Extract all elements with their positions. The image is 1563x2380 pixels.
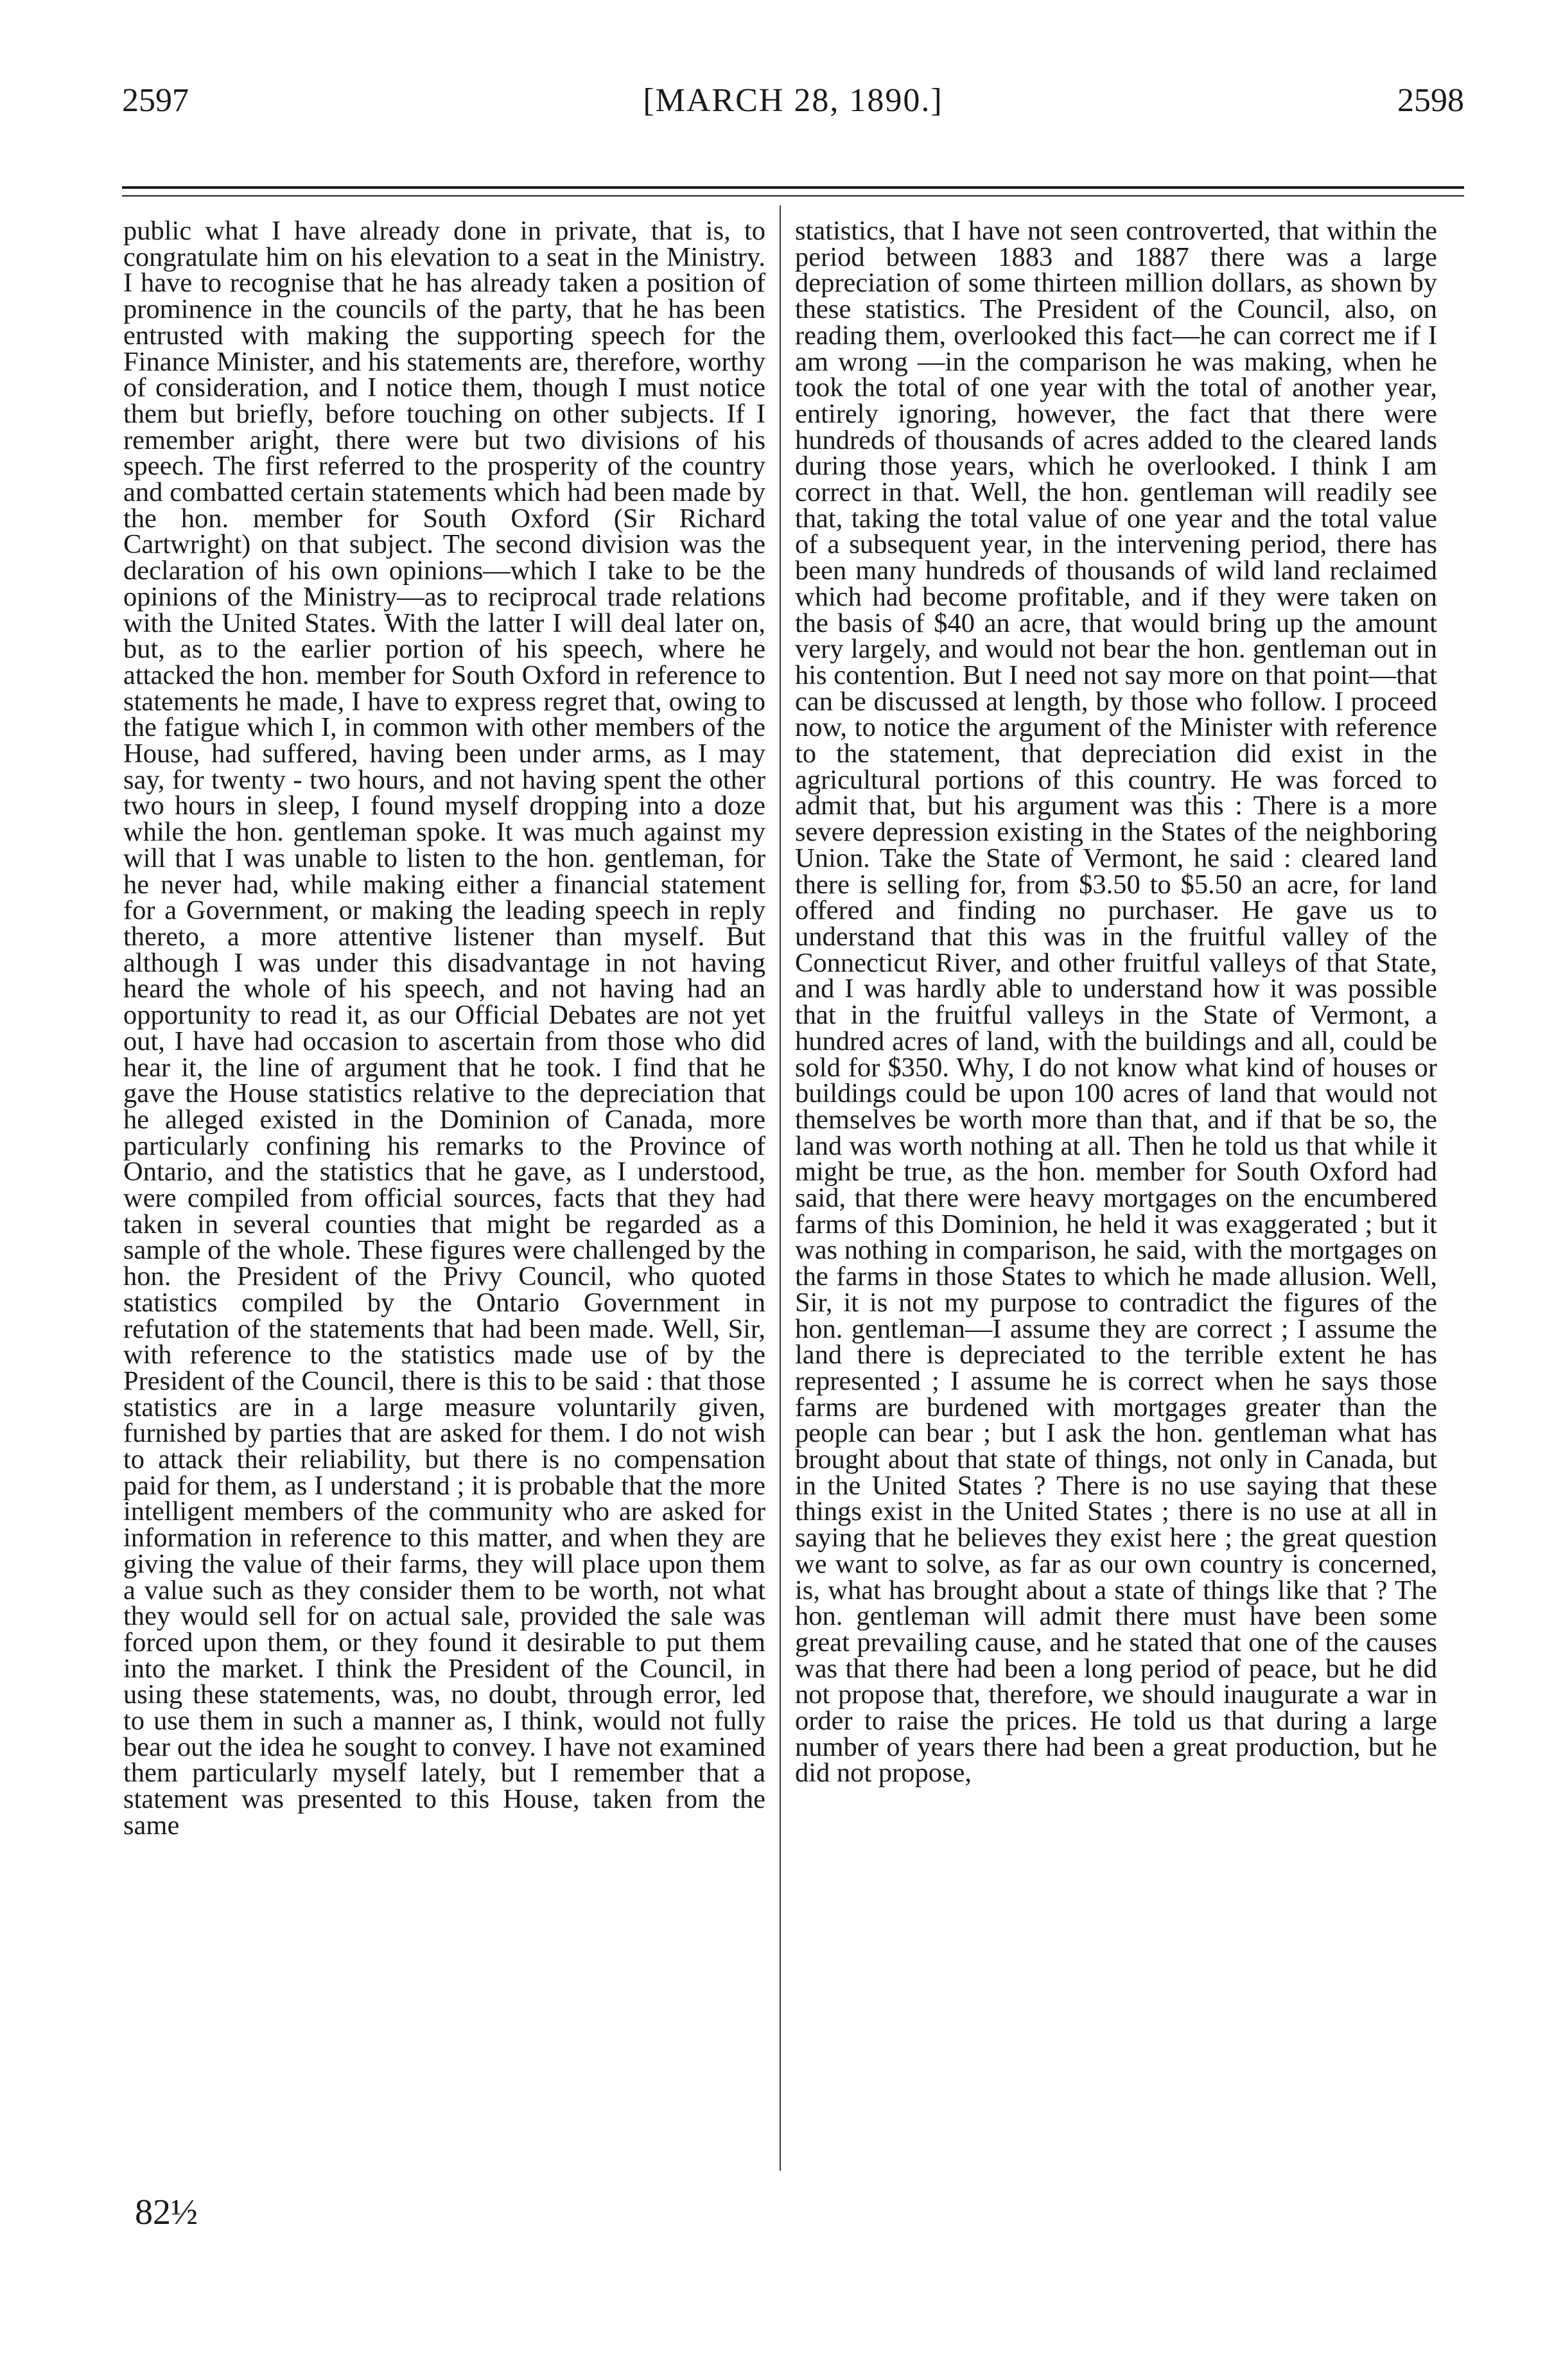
right-column-text: statistics, that I have not seen controverted, that within the period between 1883 and 1887 there was a large depreciation of some thirteen million dollars, as shown by these statistics. The President of the Council, also, on reading them, overlooked this fact—he can correct me if I am wrong —in the comparison he was making, when he took the total of one year with the total of another year, entirely ignoring, however, the fact that there were hundreds of thousands of acres added to the cleared lands during those years, which he overlooked. I think I am correct in that. Well, the hon. gentleman will readily see that, taking the total value of one year and the total value of a subsequent year, in the intervening period, there has been many hundreds of thousands of wild land reclaimed which had become profitable, and if they were taken on the basis of $40 an acre, that would bring up the amount very largely, and would not bear the hon. gentleman out in his contention. But I need not say more on that point—that can be discussed at length, by those who follow. I proceed now, to notice the argument of the Minister with reference to the statement, that depreciation did exist in the agricultural portions of this country. He was forced to admit that, but his argument was this : There is a more severe depression existing in the States of the neighboring Union. Take the State of Vermont, he said : cleared land there is selling for, from $3.50 to $5.50 an acre, for land offered and finding no purchaser. He gave us to understand that this was in the fruitful valley of the Connecticut River, and other fruitful valleys of that State, and I was hardly able to understand how it was possible that in the fruitful valleys in the State of Vermont, a hundred acres of land, with the buildings and all, could be sold for $350. Why, I do not know what kind of houses or buildings could be upon 100 acres of land that would not themselves be worth more than that, and if that be so, the land was worth nothing at all. Then he told us that while it might be true, as the hon. member for South Oxford had said, that there were heavy mortgages on the encumbered farms of this Dominion, he held it was exaggerated ; but it was nothing in comparison, he said, with the mortgages on the farms in those States to which he made allusion. Well, Sir, it is not my purpose to contradict the figures of the hon. gentleman—I assume they are correct ; I assume the land there is depreciated to the terrible extent he has represented ; I assume he is correct when he says those farms are burdened with mortgages greater than the people can bear ; but I ask the hon. gentleman what has brought about that state of things, not only in Canada, but in the United States ? There is no use saying that these things exist in the United States ; there is no use at all in saying that he believes they exist here ; the great question we want to solve, as far as our own country is concerned, is, what has brought about a state of things like that ? The hon. gentleman will admit there must have been some great prevailing cause, and he stated that one of the causes was that there had been a long period of peace, but he did not propose that, therefore, we should inaugurate a war in order to raise the prices. He told us that during a large number of years there had been a great production, but he did not propose, bbox=[795, 218, 1437, 1789]
left-column-text: public what I have already done in private, that is, to congratulate him on his elevation to a seat in the Ministry. I have to recognise that he has already taken a position of prominence in the councils of the party, that he has been entrusted with making the supporting speech for the Finance Minister, and his statements are, therefore, worthy of consideration, and I notice them, though I must notice them but briefly, before touching on other subjects. If I remember aright, there were but two divisions of his speech. The first referred to the prosperity of the country and combatted certain statements which had been made by the hon. member for South Oxford (Sir Richard Cartwright) on that subject. The second division was the declaration of his own opinions—which I take to be the opinions of the Ministry—as to reciprocal trade relations with the United States. With the latter I will deal later on, but, as to the earlier portion of his speech, where he attacked the hon. member for South Oxford in reference to statements he made, I have to express regret that, owing to the fatigue which I, in common with other members of the House, had suffered, having been under arms, as I may say, for twenty - two hours, and not having spent the other two hours in sleep, I found myself dropping into a doze while the hon. gentleman spoke. It was much against my will that I was unable to listen to the hon. gentleman, for he never had, while making either a financial statement for a Government, or making the leading speech in reply thereto, a more attentive listener than myself. But although I was under this disadvantage in not having heard the whole of his speech, and not having had an opportunity to read it, as our Official Debates are not yet out, I have had occasion to ascertain from those who did hear it, the line of argument that he took. I find that he gave the House statistics relative to the depreciation that he alleged existed in the Dominion of Canada, more particularly confining his remarks to the Province of Ontario, and the statistics that he gave, as I understood, were compiled from official sources, facts that they had taken in several counties that might be regarded as a sample of the whole. These figures were challenged by the hon. the President of the Privy Council, who quoted statistics compiled by the Ontario Government in refutation of the statements that had been made. Well, Sir, with reference to the statistics made use of by the President of the Council, there is this to be said : that those statistics are in a large measure voluntarily given, furnished by parties that are asked for them. I do not wish to attack their reliability, but there is no compensation paid for them, as I understand ; it is probable that the more intelligent members of the community who are asked for information in reference to this matter, and when they are giving the value of their farms, they will place upon them a value such as they consider them to be worth, not what they would sell for on actual sale, provided the sale was forced upon them, or they found it desirable to put them into the market. I think the President of the Council, in using these statements, was, no doubt, through error, led to use them in such a manner as, I think, would not fully bear out the idea he sought to convey. I have not examined them particularly myself lately, but I remember that a statement was presented to this House, taken from the same bbox=[123, 218, 765, 1841]
right-page-number: 2598 bbox=[1397, 82, 1464, 119]
page-header bbox=[122, 72, 1464, 130]
header-rule-thick bbox=[122, 186, 1464, 189]
left-column bbox=[123, 218, 765, 2183]
column-divider bbox=[780, 206, 781, 2171]
left-page-number: 2597 bbox=[122, 82, 189, 119]
right-column bbox=[795, 218, 1437, 2183]
header-date: [MARCH 28, 1890.] bbox=[643, 82, 943, 119]
header-rule-thin bbox=[122, 195, 1464, 197]
signature-mark: 82½ bbox=[135, 2192, 198, 2232]
